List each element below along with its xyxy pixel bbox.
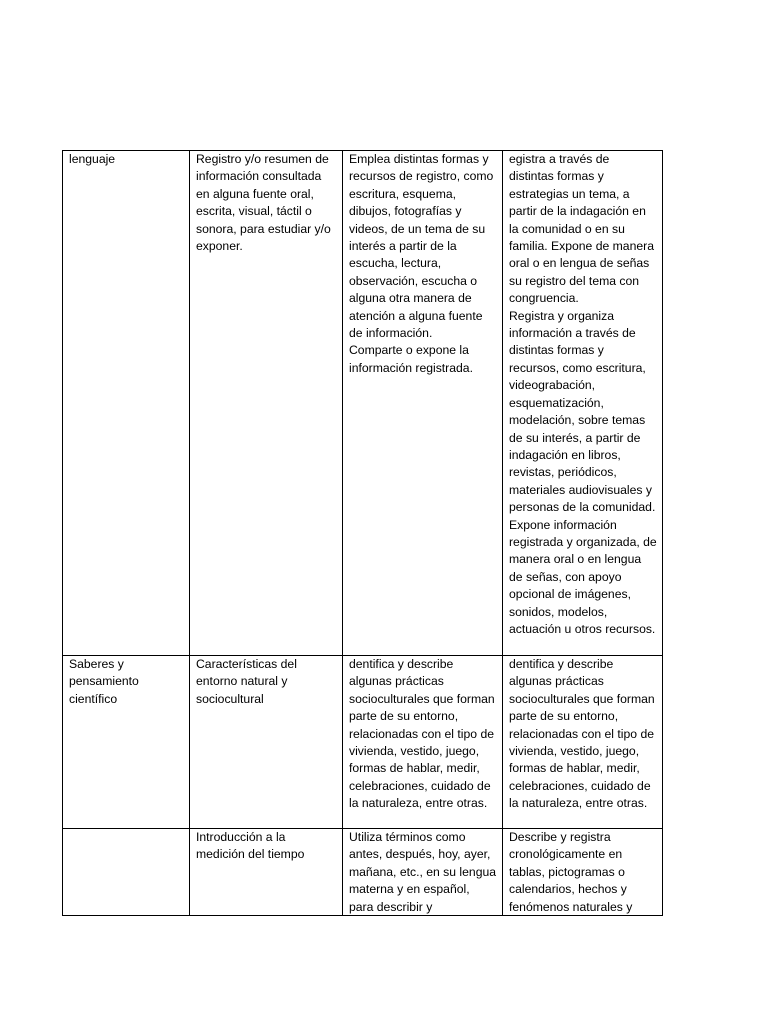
cell-text: dentifica y describe algunas prácticas socioculturales que forman parte de su entorno, relacionadas con el tipo de vivienda, vestido, juego, formas de hablar, medir, celebraciones, cuidado de la naturaleza, entre otras. — [509, 657, 655, 811]
table-row — [63, 829, 663, 916]
cell-text: egistra a través de distintas formas y estrategias un tema, a partir de la indagación en la comunidad o en su familia. Expone de manera oral o en lengua de señas su registro del tema con congruencia. Registra y organiza información a través de distintas formas y recursos, como escritura, videograbación, esquematización, modelación, sobre temas de su interés, a partir de indagación en libros, revistas, periódicos, materiales audiovisuales y personas de la comunidad. Expone información registrada y organizada, de manera oral o en lengua de señas, con apoyo opcional de imágenes, sonidos, modelos, actuación u otros recursos. — [509, 152, 657, 636]
table-row — [63, 656, 663, 829]
table-cell-contenido — [190, 829, 343, 916]
cell-text: Emplea distintas formas y recursos de registro, como escritura, esquema, dibujos, fotografías y videos, de un tema de su interés a partir de la escucha, lectura, observación, escucha o alguna otra manera de atención a alguna fuente de información. Comparte o expone la información registrada. — [349, 152, 494, 375]
table-cell-contenido — [190, 151, 343, 656]
table-cell-pda-1 — [343, 151, 503, 656]
table-cell-campo — [63, 829, 190, 916]
table-cell-pda-2 — [503, 656, 663, 829]
table-cell-campo — [63, 151, 190, 656]
table-cell-pda-2 — [503, 829, 663, 916]
cell-text: Saberes y pensamiento científico — [69, 657, 139, 706]
table-cell-contenido — [190, 656, 343, 829]
table-cell-campo — [63, 656, 190, 829]
cell-text: Registro y/o resumen de información consultada en alguna fuente oral, escrita, visual, táctil o sonora, para estudiar y/o exponer. — [196, 152, 331, 254]
curriculum-table — [62, 150, 663, 916]
table-cell-pda-1 — [343, 829, 503, 916]
cell-text: Características del entorno natural y sociocultural — [196, 657, 297, 706]
cell-text: lenguaje — [69, 152, 116, 166]
cell-text: Utiliza términos como antes, después, hoy, ayer, mañana, etc., en su lengua materna y en español, para describir y — [349, 830, 497, 914]
cell-text: Describe y registra cronológicamente en tablas, pictogramas o calendarios, hechos y fenómenos naturales y — [509, 830, 633, 914]
table-cell-pda-1 — [343, 656, 503, 829]
table-row — [63, 151, 663, 656]
table-cell-pda-2 — [503, 151, 663, 656]
cell-text: dentifica y describe algunas prácticas socioculturales que forman parte de su entorno, relacionadas con el tipo de vivienda, vestido, juego, formas de hablar, medir, celebraciones, cuidado de la naturaleza, entre otras. — [349, 657, 495, 811]
cell-text: Introducción a la medición del tiempo — [196, 830, 305, 862]
